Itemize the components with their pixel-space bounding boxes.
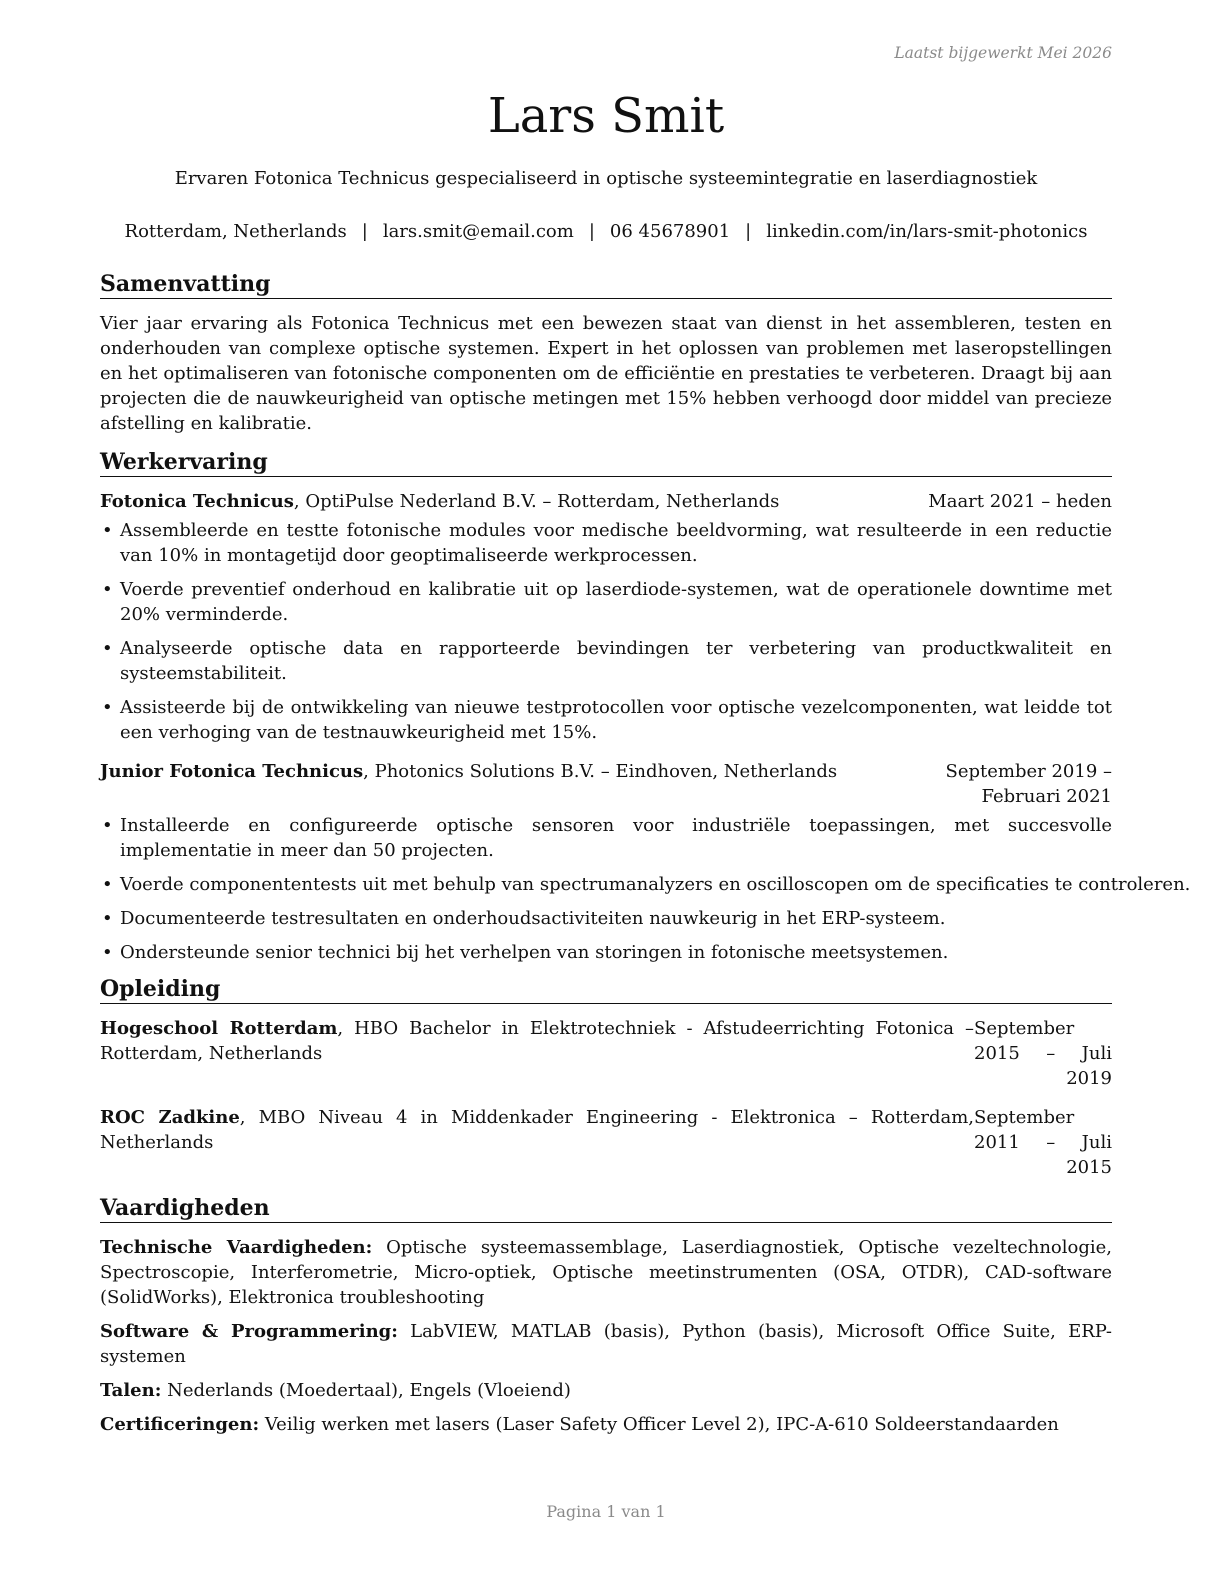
education-school: Hogeschool Rotterdam xyxy=(100,1018,338,1039)
section-title-skills: Vaardigheden xyxy=(100,1194,1112,1223)
education-title-line xyxy=(100,1105,974,1155)
skill-value: LabVIEW, MATLAB (basis), Python (basis), Microsoft Office Suite, ERP-systemen xyxy=(100,1321,1112,1367)
contact-location: Rotterdam, Netherlands xyxy=(124,221,347,242)
skill-value: Nederlands (Moedertaal), Engels (Vloeiend) xyxy=(161,1380,571,1401)
section-title-summary: Samenvatting xyxy=(100,270,1112,299)
job-header xyxy=(100,759,1112,809)
job-title-line xyxy=(100,489,912,514)
candidate-name: Lars Smit xyxy=(487,88,725,144)
skill-row xyxy=(100,1235,1112,1310)
skill-row xyxy=(100,1412,1112,1437)
education-details: , MBO Niveau 4 in Middenkader Engineering - Elektronica – Rotterdam, Netherlands xyxy=(100,1107,974,1153)
page-number: Pagina 1 van 1 xyxy=(546,1502,666,1521)
list-item: • Analyseerde optische data en rapporteerde bevindingen ter verbetering van productkwaliteit en systeemstabiliteit. xyxy=(100,636,1112,686)
summary-text: Vier jaar ervaring als Fotonica Technicus met een bewezen staat van dienst in het assembleren, testen en onderhouden van complexe optische systemen. Expert in het oplossen van problemen met laseropstellingen en het optimaliseren van fotonische componenten om de efficiëntie en prestaties te verbeteren. Draagt bij aan projecten die de nauwkeurigheid van optische metingen met 15% hebben verhoogd door middel van precieze afstelling en kalibratie. xyxy=(100,313,1112,434)
section-title-experience: Werkervaring xyxy=(100,448,1112,477)
skill-row xyxy=(100,1378,1112,1403)
list-item: • Installeerde en configureerde optische sensoren voor industriële toepassingen, met succesvolle implementatie in meer dan 50 projecten. xyxy=(100,813,1112,863)
skill-value: Optische systeemassemblage, Laserdiagnostiek, Optische vezeltechnologie, Spectroscopie, Interferometrie, Micro-optiek, Optische meetinstrumenten (OSA, OTDR), CAD-software (SolidWorks), Elektronica troubleshooting xyxy=(100,1237,1112,1308)
job-bullets xyxy=(100,518,1112,745)
job-header xyxy=(100,489,1112,514)
job-bullets xyxy=(100,813,1191,965)
list-item: • Assembleerde en testte fotonische modules voor medische beeldvorming, wat resulteerde in een reductie van 10% in montagetijd door geoptimaliseerde werkprocessen. xyxy=(100,518,1112,568)
tagline: Ervaren Fotonica Technicus gespecialiseerd in optische systeemintegratie en laserdiagnostiek xyxy=(174,168,1038,189)
last-updated-note: Laatst bijgewerkt Mei 2026 xyxy=(894,44,1112,62)
job-entry xyxy=(100,489,1112,745)
skill-label: Software & Programmering: xyxy=(100,1321,398,1342)
education-header xyxy=(100,1105,1112,1180)
skill-label: Talen: xyxy=(100,1380,162,1401)
job-title-line xyxy=(100,759,858,784)
skill-label: Certificeringen: xyxy=(100,1414,260,1435)
education-header xyxy=(100,1016,1112,1091)
contact-line xyxy=(100,219,1112,245)
education-title-line xyxy=(100,1016,974,1066)
job-dates: Maart 2021 – heden xyxy=(928,491,1112,512)
list-item: • Ondersteunde senior technici bij het verhelpen van storingen in fotonische meetsystemen. xyxy=(100,940,1112,965)
resume-body xyxy=(100,270,1191,1446)
experience-section xyxy=(100,448,1191,965)
list-item: • Voerde preventief onderhoud en kalibratie uit op laserdiode-systemen, wat de operationele downtime met 20% verminderde. xyxy=(100,577,1112,627)
job-role: Junior Fotonica Technicus xyxy=(100,761,364,782)
summary-section xyxy=(100,270,1112,436)
job-entry xyxy=(100,759,1191,965)
job-company: , OptiPulse Nederland B.V. – Rotterdam, Netherlands xyxy=(293,491,780,512)
contact-email[interactable]: lars.smit@email.com xyxy=(382,221,574,242)
education-dates: September 2015 – Juli 2019 xyxy=(974,1018,1112,1089)
list-item: • Voerde componententests uit met behulp van spectrumanalyzers en oscilloscopen om de specificaties te controleren. xyxy=(100,872,1112,897)
skill-value: Veilig werken met lasers (Laser Safety Officer Level 2), IPC-A-610 Soldeerstandaarden xyxy=(259,1414,1059,1435)
education-entry xyxy=(100,1105,1112,1180)
job-company: , Photonics Solutions B.V. – Eindhoven, Netherlands xyxy=(363,761,838,782)
job-dates: September 2019 – Februari 2021 xyxy=(945,761,1112,807)
contact-phone: 06 45678901 xyxy=(609,221,731,242)
contact-separator: | xyxy=(361,221,368,242)
resume-page xyxy=(100,0,1191,1584)
skills-section xyxy=(100,1194,1112,1437)
education-details: , HBO Bachelor in Elektrotechniek - Afstudeerrichting Fotonica – Rotterdam, Netherlands xyxy=(100,1018,974,1064)
list-item: • Assisteerde bij de ontwikkeling van nieuwe testprotocollen voor optische vezelcomponenten, wat leidde tot een verhoging van de testnauwkeurigheid met 15%. xyxy=(100,695,1112,745)
job-role: Fotonica Technicus xyxy=(100,491,294,512)
list-item: • Documenteerde testresultaten en onderhoudsactiviteiten nauwkeurig in het ERP-systeem. xyxy=(100,906,1112,931)
education-entry xyxy=(100,1016,1112,1091)
contact-linkedin[interactable]: linkedin.com/in/lars-smit-photonics xyxy=(766,221,1088,242)
skill-row xyxy=(100,1319,1112,1369)
education-section xyxy=(100,975,1112,1180)
contact-separator: | xyxy=(745,221,752,242)
contact-separator: | xyxy=(588,221,595,242)
education-school: ROC Zadkine xyxy=(100,1107,240,1128)
education-dates: September 2011 – Juli 2015 xyxy=(974,1107,1112,1178)
section-title-education: Opleiding xyxy=(100,975,1112,1004)
skill-label: Technische Vaardigheden: xyxy=(100,1237,373,1258)
